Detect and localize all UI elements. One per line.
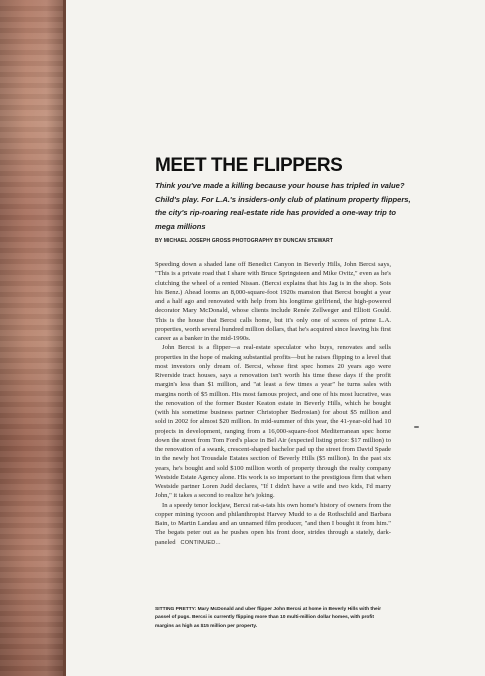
photo-caption bbox=[155, 606, 391, 631]
deck: Think you've made a killing because your house has tripled in value? Child's play. For L.A.'s insiders-only club of platinum property flippers, the city's rip-roaring real-estate ride has provided a one-way trip to mega millions bbox=[155, 181, 411, 231]
headline: MEET THE FLIPPERS bbox=[155, 155, 343, 176]
continued-marker: CONTINUED... bbox=[180, 539, 221, 546]
caption-lead: SITTING PRETTY: bbox=[155, 607, 197, 612]
article-header bbox=[155, 155, 411, 244]
byline: BY MICHAEL JOSEPH GROSS PHOTOGRAPHY BY DUNCAN STEWART bbox=[155, 238, 334, 244]
paragraph: John Bercsi is a flipper—a real-estate speculator who buys, renovates and sells properties in the hope of making substantial profits—but he raises flipping to a level that most investors only dream of. Bercsi, whose first spec homes 20 years ago were Riverside tract houses, says a renovation isn't worth his time these days if the profit margin's less than $1 million, and "at least a few times a year" he turns sales with margins north of $5 million. His most famous project, and one of his most lucrative, was the renovation of the former Buster Keaton estate in Beverly Hills, which he bought (with his sometime business partner Christopher Bedrosian) for about $5 million and sold in 2002 for almost $20 million. In mid-summer of this year, the 41-year-old had 10 projects in development, ranging from a 16,000-square-foot Mediterranean spec home down the street from Tom Ford's place in Bel Air (expected listing price: $17 million) to the renovation of a swank, crescent-shaped bachelor pad up the street from David Spade in the newly hot Trousdale Estates section of Beverly Hills ($5 million). In the past six years, he's bought and sold $100 million worth of property through the realty company Westside Estate Agency alone. His work is so important to the prestigious firm that when Westside partner Loren Judd declares, "If I didn't have a wife and two kids, I'd marry John," it takes a second to realize he's joking. bbox=[155, 344, 391, 500]
photo-texture bbox=[0, 0, 66, 676]
paragraph: Speeding down a shaded lane off Benedict Canyon in Beverly Hills, John Bercsi says, "This is a private road that I share with Bruce Springsteen and Mike Ovitz," even as he's clutching the wheel of a rented Nissan. (Bercsi explains that his Jag is in the shop. Sois his Benz.) Ahead looms an 8,000-square-foot 1920s mansion that Bercsi bought a year and a half ago and renovated with help from his longtime girlfriend, the high-powered decorator Mary McDonald, whose clients include Renée Zellweger and Elliott Gould. This is the house that Bercsi calls home, but it's only one of scores of prime L.A. properties, worth several hundred million dollars, that he's acquired since leaving his first career as a banker in the mid-1990s. bbox=[155, 261, 391, 342]
print-speck bbox=[414, 426, 419, 428]
article-body bbox=[155, 260, 391, 548]
photo-edge bbox=[63, 0, 66, 676]
caption-text: Mary McDonald and uber flipper John Bercsi at home in Beverly Hills with their passel of pugs. Bercsi is currently flipping more than 10 multi-million dollar homes, with profit margins as high as $15 million per property. bbox=[155, 607, 382, 629]
paragraph-text: In a speedy tenor lockjaw, Bercsi rat-a-tats his own home's history of owners from the copper mining tycoon and philanthropist Harvey Mudd to a de Rothschild and Barbara Bain, to Martin Landau and an unnamed film producer, "and then I bought it from him." The begats peter out as he pushes open his front door, strides through a stately, dark-paneled bbox=[155, 501, 391, 546]
article-photo bbox=[0, 0, 66, 676]
paragraph bbox=[155, 501, 391, 548]
